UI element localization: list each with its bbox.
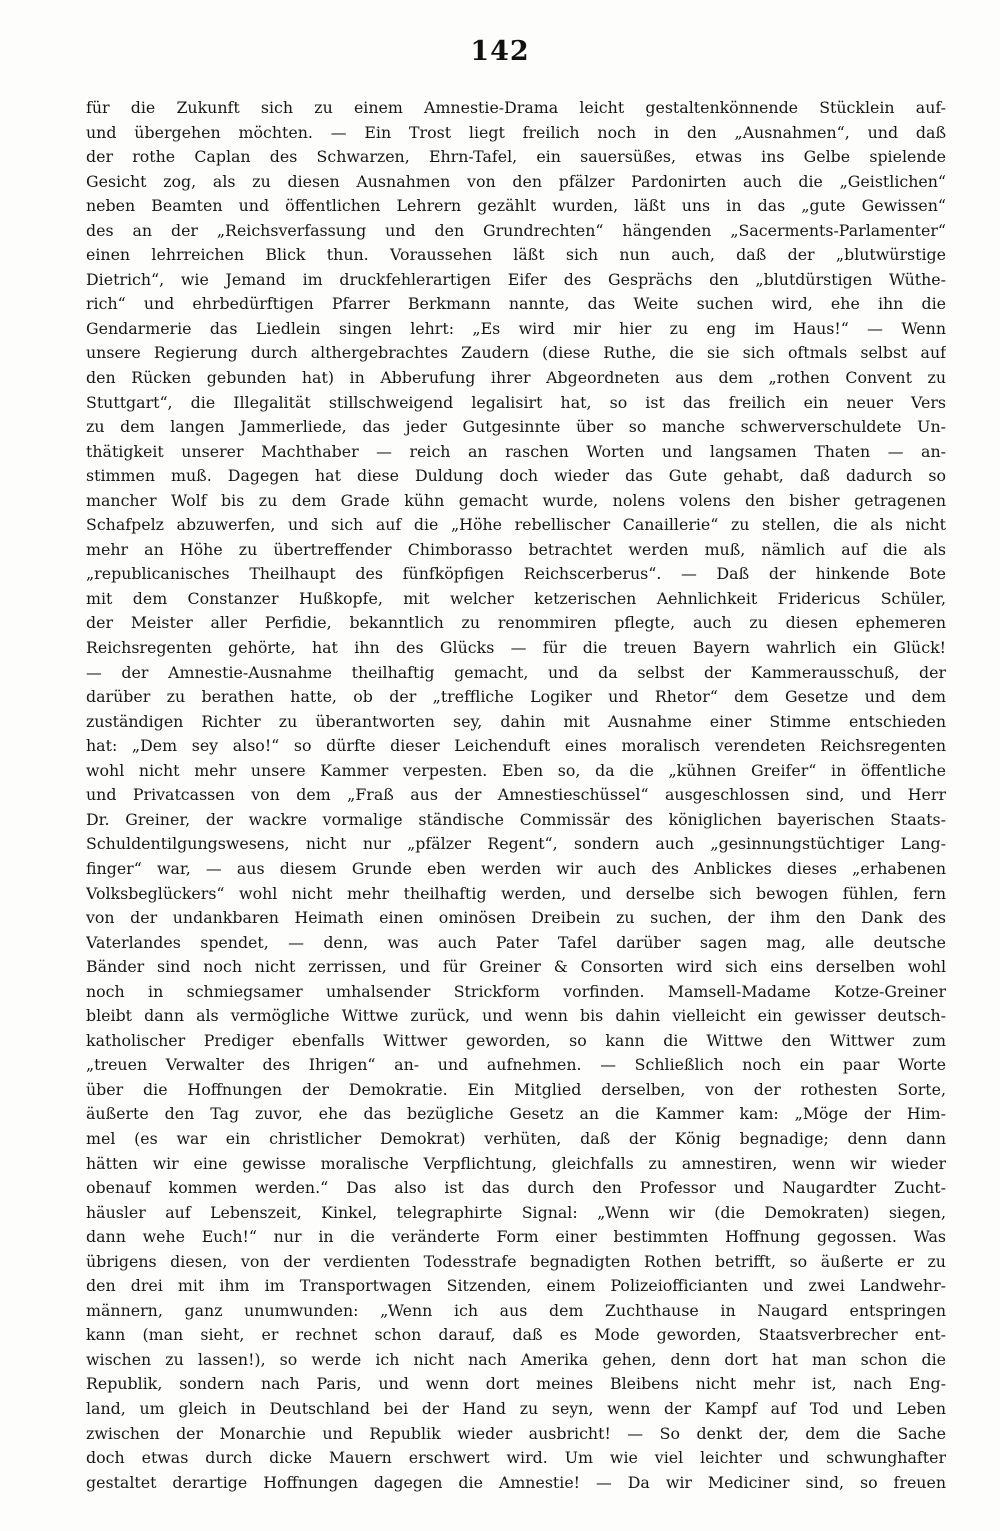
text-line: katholischer Prediger ebenfalls Wittwer geworden, so kann die Wittwe den Wittwer zum	[86, 1030, 946, 1050]
text-line: männern, ganz unumwunden: „Wenn ich aus dem Zuchthause in Naugard entspringen	[86, 1300, 946, 1320]
text-line: zu dem langen Jammerliede, das jeder Gutgesinnte über so manche schwerverschuldete Un-	[86, 417, 946, 437]
text-line: hat: „Dem sey also!“ so dürfte dieser Leichenduft eines moralisch verendeten Reichsregenten	[86, 736, 946, 756]
text-line: über die Hoffnungen der Demokratie. Ein Mitglied derselben, von der rothesten Sorte,	[86, 1079, 946, 1099]
text-line: doch etwas durch dicke Mauern erschwert wird. Um wie viel leichter und schwunghafter	[86, 1448, 946, 1468]
text-line: unsere Regierung durch althergebrachtes Zaudern (diese Ruthe, die sie sich oftmals selbst auf	[86, 343, 946, 363]
text-line: hätten wir eine gewisse moralische Verpflichtung, gleichfalls zu amnestiren, wenn wir wieder	[86, 1153, 946, 1173]
text-line: mehr an Höhe zu übertreffender Chimborasso betrachtet werden muß, nämlich auf die als	[86, 539, 946, 559]
text-line: Dr. Greiner, der wackre vormalige ständische Commissär des königlichen bayerischen Staats-	[86, 809, 946, 829]
text-line: Gesicht zog, als zu diesen Ausnahmen von den pfälzer Pardonirten auch die „Geistlichen“	[86, 171, 946, 191]
text-line: Stuttgart“, die Illegalität stillschweigend legalisirt hat, so ist das freilich ein neuer Vers	[86, 392, 946, 412]
text-line: „republicanisches Theilhaupt des fünfköpfigen Reichscerberus“. — Daß der hinkende Bote	[86, 564, 946, 584]
text-line: zwischen der Monarchie und Republik wieder ausbricht! — So denkt der, dem die Sache	[86, 1423, 946, 1443]
text-line: Volksbeglückers“ wohl nicht mehr theilhaftig werden, und derselbe sich bewogen fühlen, fern	[86, 883, 946, 903]
text-line: Reichsregenten gehörte, hat ihn des Glücks — für die treuen Bayern wahrlich ein Glück!	[86, 638, 946, 658]
text-line: für die Zukunft sich zu einem Amnestie-Drama leicht gestaltenkönnende Stücklein auf-	[86, 98, 946, 117]
text-line: thätigkeit unserer Machthaber — reich an raschen Worten und langsamen Thaten — an-	[86, 441, 946, 461]
text-line: übrigens diesen, von der verdienten Todesstrafe begnadigten Rothen betrifft, so äußerte er zu	[86, 1251, 946, 1271]
text-line: „treuen Verwalter des Ihrigen“ an- und aufnehmen. — Schließlich noch ein paar Worte	[86, 1055, 946, 1075]
text-line: Schuldentilgungswesens, nicht nur „pfälzer Regent“, sondern auch „gesinnungstüchtiger Lang-	[86, 834, 946, 854]
text-line: wischen zu lassen!), so werde ich nicht nach Amerika gehen, denn dort hat man schon die	[86, 1349, 946, 1369]
text-line: des an der „Reichsverfassung und den Grundrechten“ hängenden „Sacerments-Parlamenter“	[86, 220, 946, 240]
text-line: Gendarmerie das Liedlein singen lehrt: „Es wird mir hier zu eng im Haus!“ — Wenn	[86, 318, 946, 338]
text-line: gestaltet derartige Hoffnungen dagegen die Amnestie! — Da wir Mediciner sind, so freuen	[86, 1472, 946, 1492]
text-line: und übergehen möchten. — Ein Trost liegt freilich noch in den „Ausnahmen“, und daß	[86, 122, 946, 142]
text-line: land, um gleich in Deutschland bei der Hand zu seyn, wenn der Kampf auf Tod und Leben	[86, 1398, 946, 1418]
text-line: rich“ und ehrbedürftigen Pfarrer Berkmann nannte, das Weite suchen wird, ehe ihn die	[86, 294, 946, 314]
text-line: der Meister aller Perfidie, bekanntlich zu renommiren pflegte, auch zu diesen ephemeren	[86, 613, 946, 633]
text-line: darüber zu berathen hatte, ob der „treffliche Logiker und Rhetor“ dem Gesetze und dem	[86, 687, 946, 707]
text-line: äußerte den Tag zuvor, ehe das bezügliche Gesetz an die Kammer kam: „Möge der Him-	[86, 1104, 946, 1124]
text-line: mit dem Constanzer Hußkopfe, mit welcher ketzerischen Aehnlichkeit Fridericus Schüler,	[86, 588, 946, 608]
text-line: Vaterlandes spendet, — denn, was auch Pater Tafel darüber sagen mag, alle deutsche	[86, 932, 946, 952]
text-line: — der Amnestie-Ausnahme theilhaftig gemacht, und da selbst der Kammerausschuß, der	[86, 662, 946, 682]
text-line: häusler auf Lebenszeit, Kinkel, telegraphirte Signal: „Wenn wir (die Demokraten) siegen,	[86, 1202, 946, 1222]
text-line: noch in schmiegsamer umhalsender Strickform vorfinden. Mamsell-Madame Kotze-Greiner	[86, 981, 946, 1001]
text-line: Republik, sondern nach Paris, und wenn dort meines Bleibens nicht mehr ist, nach Eng-	[86, 1374, 946, 1394]
text-line: von der undankbaren Heimath einen ominösen Dreibein zu suchen, der ihm den Dank des	[86, 908, 946, 928]
text-line: zuständigen Richter zu überantworten sey, dahin mit Ausnahme einer Stimme entschieden	[86, 711, 946, 731]
text-line: mel (es war ein christlicher Demokrat) verhüten, daß der König begnadige; denn dann	[86, 1128, 946, 1148]
text-line: einen lehrreichen Blick thun. Voraussehen läßt sich nun auch, daß der „blutwürstige	[86, 245, 946, 265]
text-line: stimmen muß. Dagegen hat diese Duldung doch wieder das Gute gehabt, daß dadurch so	[86, 466, 946, 486]
body-text	[86, 96, 946, 1495]
text-line: und Privatcassen von dem „Fraß aus der Amnestieschüssel“ ausgeschlossen sind, und Herr	[86, 785, 946, 805]
text-line: Dietrich“, wie Jemand im druckfehlerartigen Eifer des Gesprächs den „blutdürstigen Wüthe-	[86, 269, 946, 289]
text-line: mancher Wolf bis zu dem Grade kühn gemacht wurde, nolens volens den bisher getragenen	[86, 490, 946, 510]
text-line: der rothe Caplan des Schwarzen, Ehrn-Tafel, ein sauersüßes, etwas ins Gelbe spielende	[86, 147, 946, 167]
text-line: wohl nicht mehr unsere Kammer verpesten. Eben so, da die „kühnen Greifer“ in öffentliche	[86, 760, 946, 780]
text-line: den Rücken gebunden hat) in Abberufung ihrer Abgeordneten aus dem „rothen Convent zu	[86, 368, 946, 388]
page-number: 142	[470, 36, 530, 67]
text-line: kann (man sieht, er rechnet schon darauf, daß es Mode geworden, Staatsverbrecher ent-	[86, 1325, 946, 1345]
text-line: Bänder sind noch nicht zerrissen, und für Greiner & Consorten wird sich eins derselben wohl	[86, 957, 946, 977]
text-line: bleibt dann als vermögliche Wittwe zurück, und wenn bis dahin vielleicht ein gewisser deutsch-	[86, 1006, 946, 1026]
text-line: obenauf kommen werden.“ Das also ist das durch den Professor und Naugardter Zucht-	[86, 1178, 946, 1198]
text-line: den drei mit ihm im Transportwagen Sitzenden, einem Polizeiofficianten und zwei Landwehr-	[86, 1276, 946, 1296]
text-line: finger“ war, — aus diesem Grunde eben werden wir auch des Anblickes dieses „erhabenen	[86, 858, 946, 878]
text-line: neben Beamten und öffentlichen Lehrern gezählt wurden, läßt uns in das „gute Gewissen“	[86, 196, 946, 216]
text-line: dann wehe Euch!“ nur in die veränderte Form einer bestimmten Hoffnung gegossen. Was	[86, 1227, 946, 1247]
text-line: Schafpelz abzuwerfen, und sich auf die „Höhe rebellischer Canaillerie“ zu stellen, die als nicht	[86, 515, 946, 535]
